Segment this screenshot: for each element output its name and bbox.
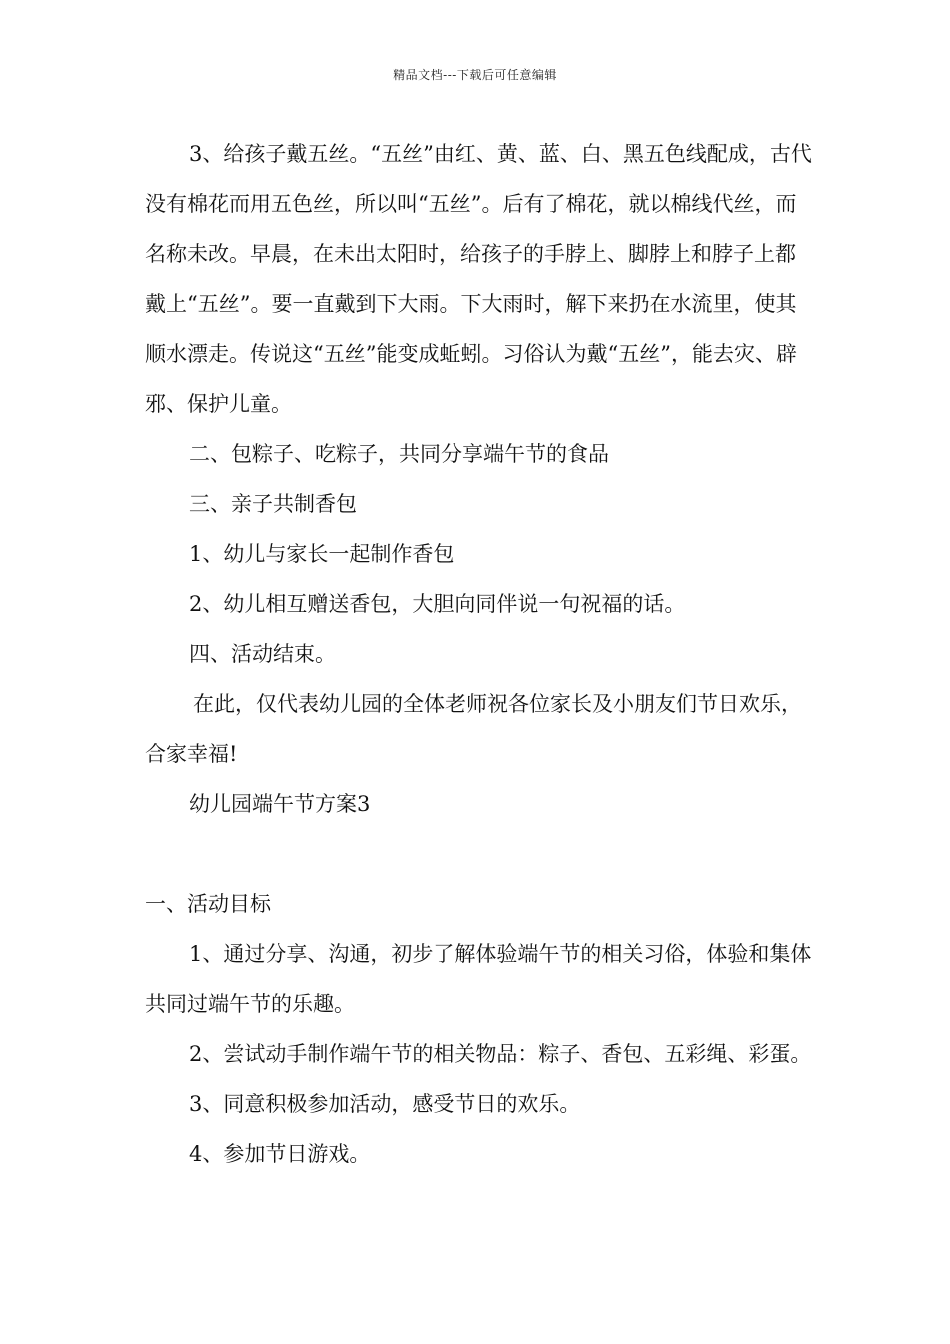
goal-item-1: 1、通过分享、沟通，初步了解体验端午节的相关习俗，体验和集体共同过端午节的乐趣。 bbox=[145, 942, 812, 1016]
page-header: 精品文档---下载后可任意编辑 bbox=[393, 68, 557, 82]
paragraph-blessing: 在此，仅代表幼儿园的全体老师祝各位家长及小朋友们节日欢乐，合家幸福! bbox=[145, 692, 802, 766]
document-body bbox=[145, 129, 815, 1179]
section-title-plan-3: 幼儿园端午节方案3 bbox=[189, 792, 371, 816]
paragraph-five-threads: 3、给孩子戴五丝。“五丝”由红、黄、蓝、白、黑五色线配成，古代没有棉花而用五色丝，所以叫“五丝”。后有了棉花，就以棉线代丝，而名称未改。早晨，在未出太阳时，给孩子的手脖上、脚脖上和脖子上都戴上“五丝”。要一直戴到下大雨。下大雨时，解下来扔在水流里，使其顺水漂走。传说这“五丝”能变成蚯蚓。习俗认为戴“五丝”，能去灾、辟邪、保护儿童。 bbox=[145, 142, 812, 416]
goal-item-3: 3、同意积极参加活动，感受节日的欢乐。 bbox=[189, 1092, 581, 1116]
paragraph-zongzi: 二、包粽子、吃粽子，共同分享端午节的食品 bbox=[189, 442, 609, 466]
goal-item-2: 2、尝试动手制作端午节的相关物品：粽子、香包、五彩绳、彩蛋。 bbox=[189, 1042, 812, 1066]
paragraph-sachet-step-1: 1、幼儿与家长一起制作香包 bbox=[189, 542, 455, 566]
goal-item-4: 4、参加节日游戏。 bbox=[189, 1142, 371, 1166]
paragraph-sachet-heading: 三、亲子共制香包 bbox=[189, 492, 357, 516]
paragraph-activity-end: 四、活动结束。 bbox=[189, 642, 336, 666]
heading-activity-goals: 一、活动目标 bbox=[145, 892, 271, 916]
paragraph-sachet-step-2: 2、幼儿相互赠送香包，大胆向同伴说一句祝福的话。 bbox=[189, 592, 686, 616]
